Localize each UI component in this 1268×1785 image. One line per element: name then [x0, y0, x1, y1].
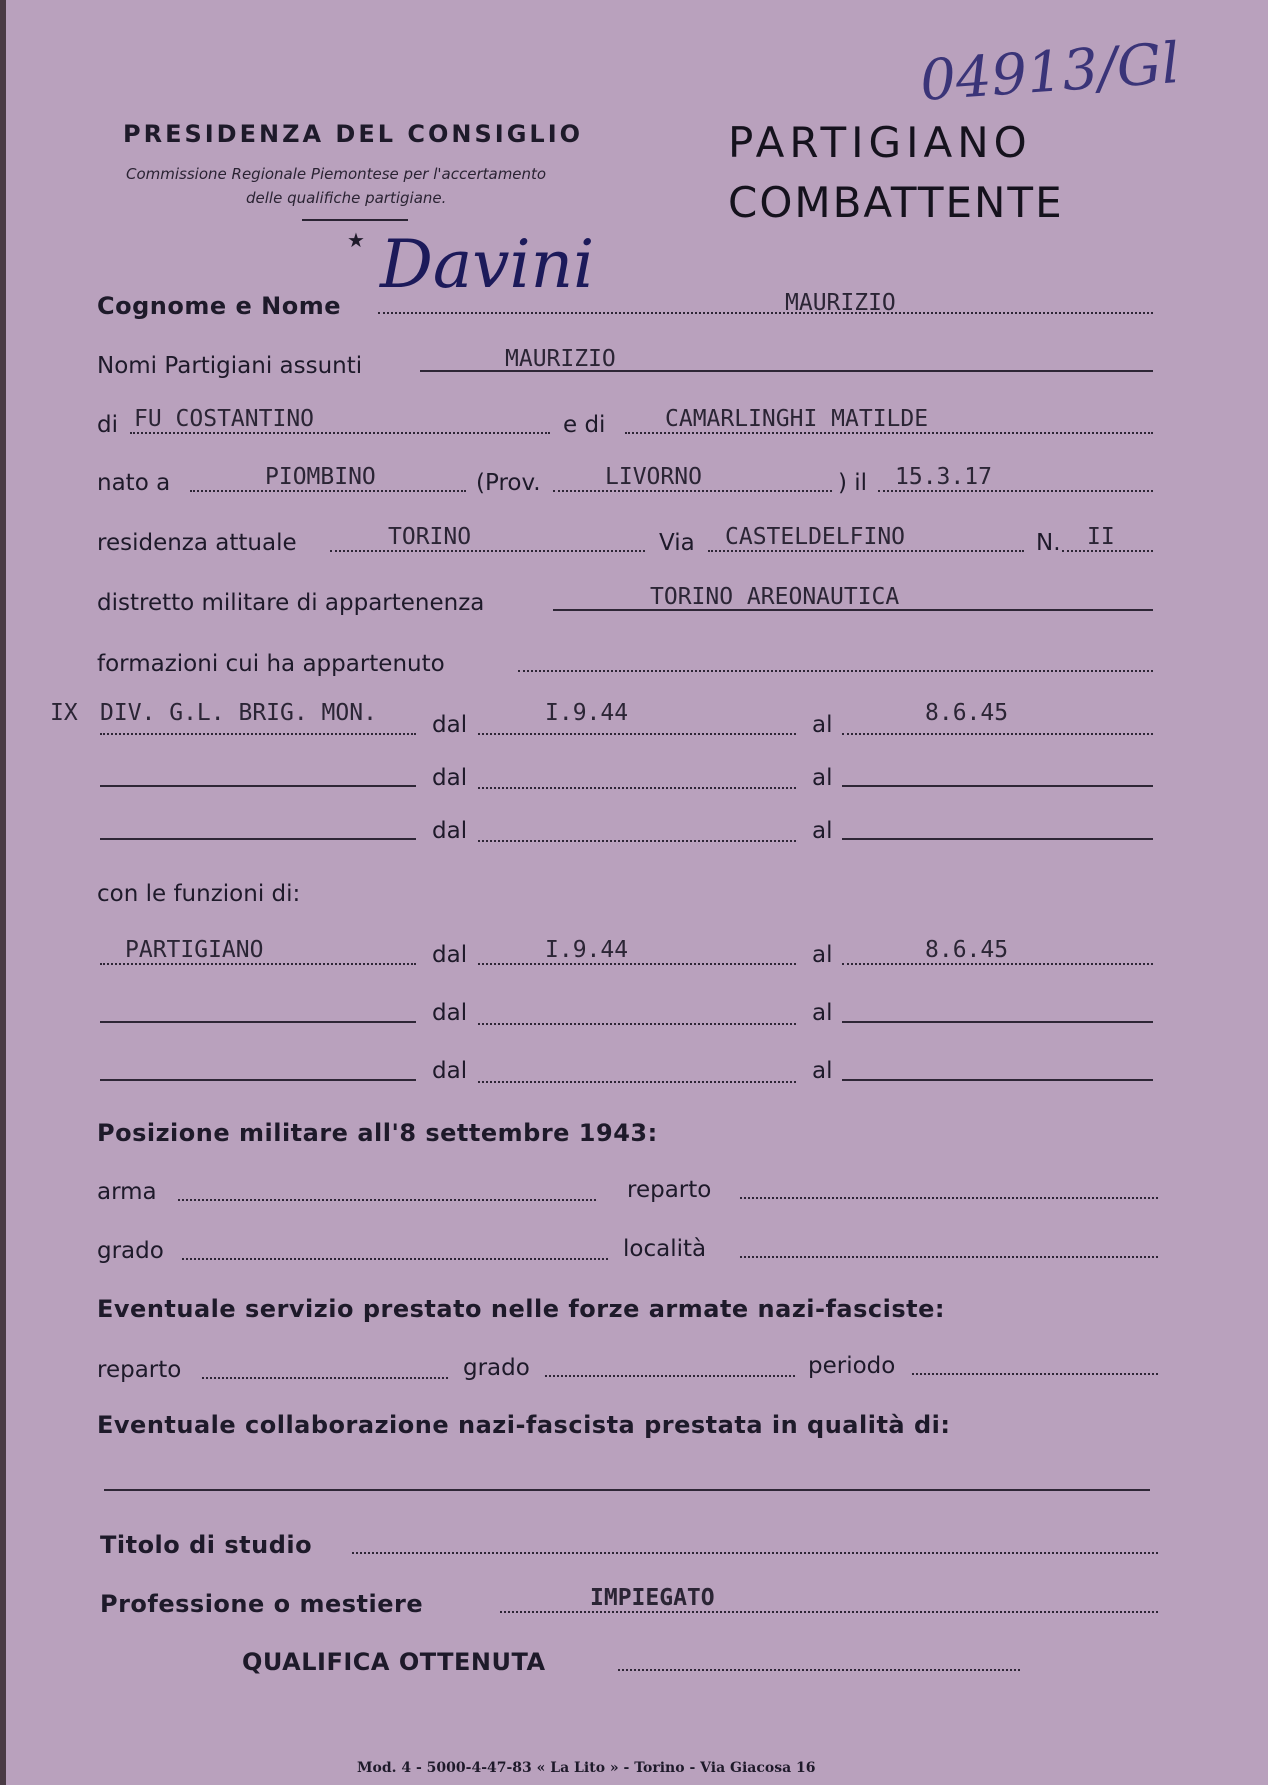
- line-reparto-1943: [740, 1195, 1158, 1199]
- scan-edge: [0, 0, 6, 1785]
- line-residenza: [330, 548, 645, 552]
- label-di: di: [97, 412, 118, 438]
- line-funzione-2-al: [842, 1021, 1153, 1023]
- line-funzione-2-dal: [478, 1021, 796, 1025]
- label-grado: grado: [97, 1238, 164, 1264]
- line-formazione-3-dal: [478, 838, 796, 842]
- value-distretto: TORINO AREONAUTICA: [650, 584, 900, 610]
- value-formazione-1-dal: I.9.44: [545, 700, 629, 726]
- label-collaborazione: Eventuale collaborazione nazi-fascista prestata in qualità di:: [97, 1411, 951, 1439]
- line-arma: [178, 1197, 596, 1201]
- form-title-line-1: PARTIGIANO: [728, 118, 1032, 167]
- archive-number: 04913/Gl: [918, 31, 1182, 114]
- label-al: al: [812, 1058, 833, 1084]
- line-reparto-servizio: [202, 1375, 448, 1379]
- line-collaborazione: [104, 1489, 1150, 1491]
- label-dal: dal: [432, 942, 468, 968]
- line-titolo-studio: [352, 1550, 1158, 1554]
- value-via: CASTELDELFINO: [725, 524, 906, 550]
- label-prov: (Prov.: [476, 470, 541, 496]
- label-al: al: [812, 818, 833, 844]
- line-formazione-2-dal: [478, 785, 796, 789]
- value-numero: II: [1087, 524, 1115, 550]
- form-title-line-2: COMBATTENTE: [728, 178, 1064, 227]
- label-arma: arma: [97, 1179, 157, 1205]
- line-cognome: [378, 310, 1153, 314]
- printer-footer: Mod. 4 - 5000-4-47-83 « La Lito » - Torino - Via Giacosa 16: [357, 1760, 816, 1776]
- value-nomi-partigiani: MAURIZIO: [505, 346, 616, 372]
- line-formazione-3-al: [842, 838, 1153, 840]
- line-qualifica: [618, 1667, 1020, 1671]
- line-formazione-3: [100, 838, 416, 840]
- label-dal: dal: [432, 1000, 468, 1026]
- label-periodo: periodo: [808, 1353, 896, 1379]
- label-dal: dal: [432, 712, 468, 738]
- label-reparto: reparto: [627, 1177, 712, 1203]
- label-il: ) il: [838, 470, 868, 496]
- line-funzione-3-al: [842, 1079, 1153, 1081]
- line-funzione-1-dal: [478, 961, 796, 965]
- line-formazione-2-al: [842, 785, 1153, 787]
- value-formazione-1-al: 8.6.45: [925, 700, 1009, 726]
- value-data-nascita: 15.3.17: [895, 464, 992, 490]
- label-qualifica: QUALIFICA OTTENUTA: [242, 1648, 546, 1676]
- value-funzione-1-dal: I.9.44: [545, 937, 629, 963]
- label-al: al: [812, 765, 833, 791]
- label-n: N.: [1036, 530, 1061, 556]
- label-formazioni: formazioni cui ha appartenuto: [97, 651, 445, 677]
- line-funzione-3: [100, 1079, 416, 1081]
- value-nome: MAURIZIO: [785, 290, 896, 316]
- label-grado: grado: [463, 1355, 530, 1381]
- line-localita: [740, 1254, 1158, 1258]
- line-funzione-3-dal: [478, 1079, 796, 1083]
- commission-line-2: delle qualifiche partigiane.: [246, 189, 447, 207]
- line-funzione-1: [100, 961, 416, 965]
- line-formazione-1: [100, 731, 416, 735]
- label-professione: Professione o mestiere: [100, 1590, 424, 1618]
- value-funzione-1: PARTIGIANO: [125, 937, 264, 963]
- label-via: Via: [659, 530, 695, 556]
- label-dal: dal: [432, 818, 468, 844]
- line-grado-1943: [182, 1256, 608, 1260]
- value-formazione-1: DIV. G.L. BRIG. MON.: [100, 700, 377, 726]
- value-luogo-nascita: PIOMBINO: [265, 464, 376, 490]
- value-provincia: LIVORNO: [605, 464, 702, 490]
- commission-line-1: Commissione Regionale Piemontese per l'accertamento: [126, 165, 547, 183]
- label-residenza: residenza attuale: [97, 530, 297, 556]
- org-title: PRESIDENZA DEL CONSIGLIO: [123, 120, 584, 148]
- line-formazione-1-dal: [478, 731, 796, 735]
- label-localita: località: [623, 1236, 707, 1262]
- header-rule: [302, 219, 408, 221]
- line-grado-servizio: [545, 1373, 795, 1377]
- line-periodo: [912, 1371, 1158, 1375]
- label-cognome-nome: Cognome e Nome: [97, 292, 341, 320]
- value-professione: IMPIEGATO: [590, 1585, 715, 1611]
- surname-signature: Davini: [380, 226, 595, 303]
- label-e-di: e di: [563, 412, 606, 438]
- label-al: al: [812, 1000, 833, 1026]
- label-nato-a: nato a: [97, 470, 171, 496]
- label-nomi-partigiani: Nomi Partigiani assunti: [97, 353, 363, 379]
- label-reparto: reparto: [97, 1357, 182, 1383]
- label-distretto: distretto militare di appartenenza: [97, 590, 485, 616]
- label-dal: dal: [432, 765, 468, 791]
- line-formazioni: [518, 668, 1153, 672]
- label-funzioni: con le funzioni di:: [97, 881, 301, 907]
- label-al: al: [812, 712, 833, 738]
- line-funzione-2: [100, 1021, 416, 1023]
- value-residenza-citta: TORINO: [388, 524, 472, 550]
- label-posizione: Posizione militare all'8 settembre 1943:: [97, 1119, 658, 1147]
- star-icon: ★: [347, 228, 365, 252]
- line-formazione-1-al: [842, 731, 1153, 735]
- value-madre: CAMARLINGHI MATILDE: [665, 406, 929, 432]
- label-al: al: [812, 942, 833, 968]
- line-formazione-2: [100, 785, 416, 787]
- value-formazione-prefix: IX: [50, 700, 78, 726]
- value-funzione-1-al: 8.6.45: [925, 937, 1009, 963]
- label-servizio: Eventuale servizio prestato nelle forze armate nazi-fasciste:: [97, 1295, 945, 1323]
- label-titolo-studio: Titolo di studio: [100, 1531, 313, 1559]
- value-padre: FU COSTANTINO: [134, 406, 315, 432]
- label-dal: dal: [432, 1058, 468, 1084]
